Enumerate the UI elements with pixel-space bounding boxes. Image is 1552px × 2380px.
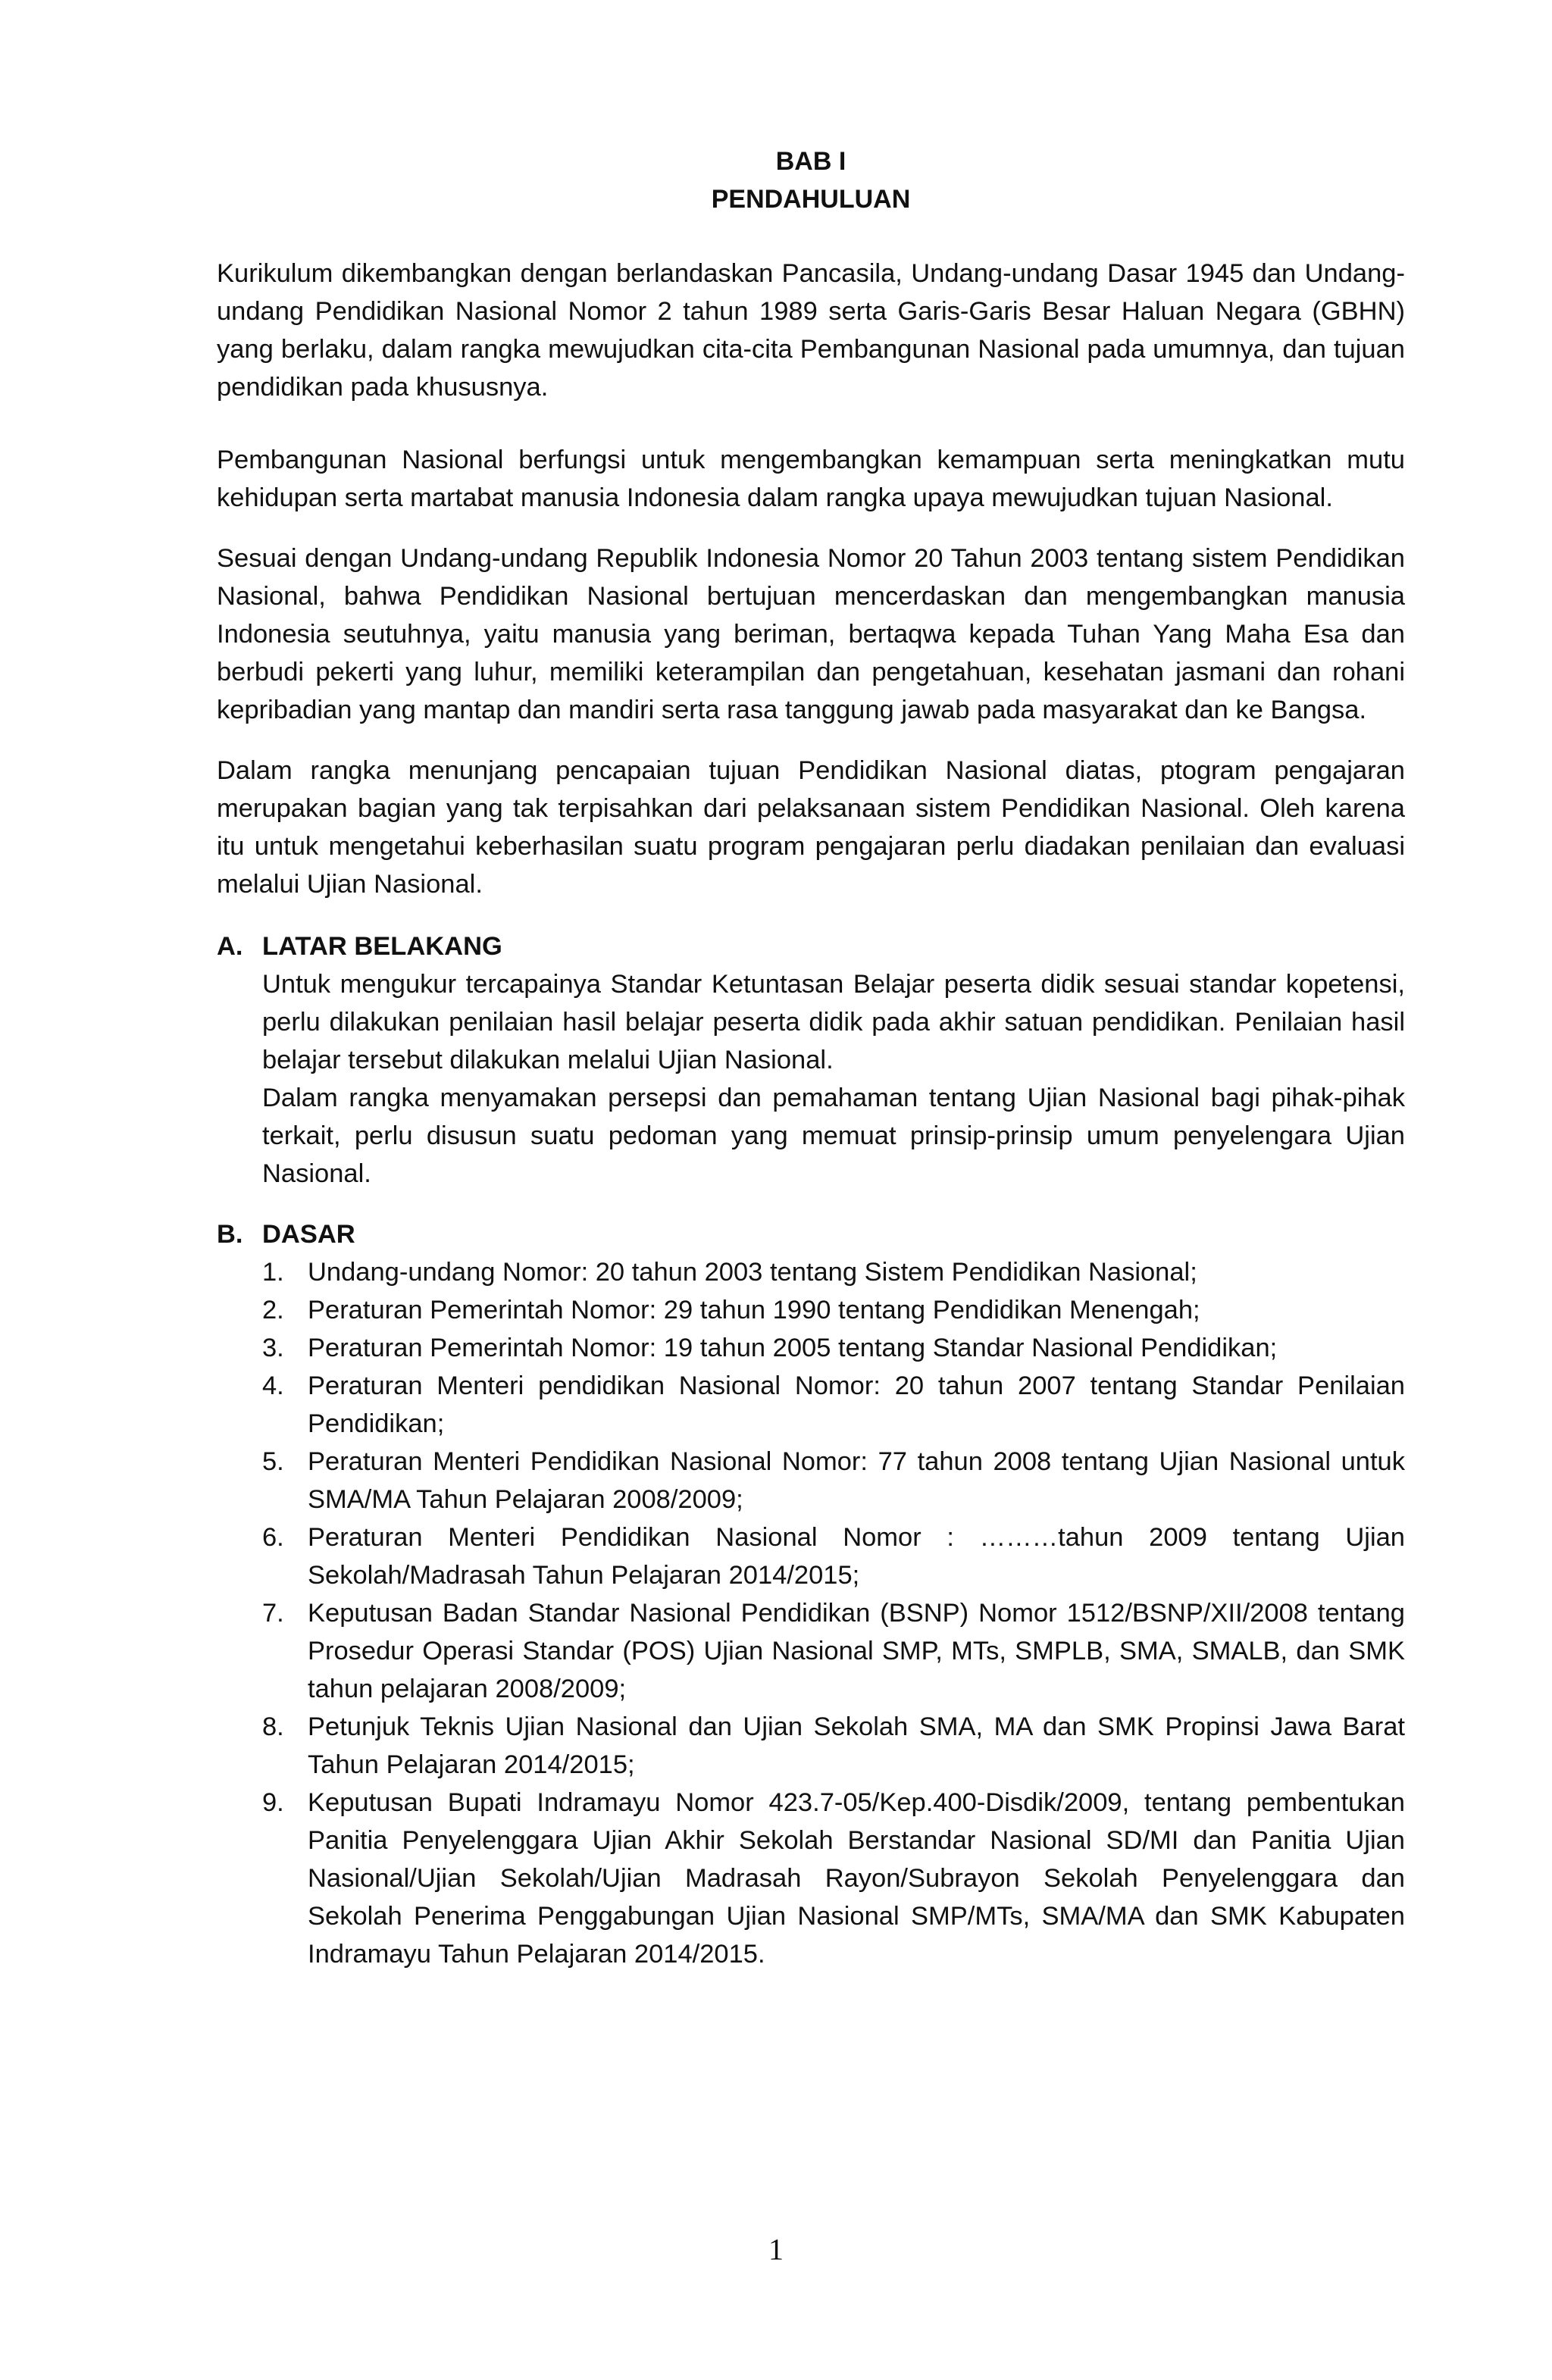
list-item-text: Keputusan Badan Standar Nasional Pendidikan (BSNP) Nomor 1512/BSNP/XII/2008 tentang Prosedur Operasi Standar (POS) Ujian Nasional SMP, MTs, SMPLB, SMA, SMALB, dan SMK tahun pelajaran 2008/2009; — [308, 1599, 1405, 1703]
section-heading — [217, 1215, 1405, 1253]
list-item — [262, 1594, 1405, 1708]
list-item-text: Peraturan Pemerintah Nomor: 29 tahun 1990 tentang Pendidikan Menengah; — [308, 1296, 1200, 1324]
document-page — [217, 142, 1405, 1973]
chapter-title: PENDAHULUAN — [711, 185, 911, 214]
list-item-number: 1. — [262, 1258, 284, 1287]
list-item-number: 9. — [262, 1788, 284, 1817]
list-item-number: 3. — [262, 1334, 284, 1362]
section-body — [262, 965, 1405, 1193]
intro-paragraph-3: Sesuai dengan Undang-undang Republik Indonesia Nomor 20 Tahun 2003 tentang sistem Pendidikan Nasional, bahwa Pendidikan Nasional bertujuan mencerdaskan dan mengembangkan manusia Indonesia seutuhnya, yaitu manusia yang beriman, bertaqwa kepada Tuhan Yang Maha Esa dan berbudi pekerti yang luhur, memiliki keterampilan dan pengetahuan, kesehatan jasmani dan rohani kepribadian yang mantap dan mandiri serta rasa tanggung jawab pada masyarakat dan ke Bangsa. — [217, 544, 1405, 724]
section-paragraph: Untuk mengukur tercapainya Standar Ketuntasan Belajar peserta didik sesuai standar kopetensi, perlu dilakukan penilaian hasil belajar peserta didik pada akhir satuan pendidikan. Penilaian hasil belajar tersebut dilakukan melalui Ujian Nasional. — [262, 970, 1405, 1074]
list-item — [262, 1443, 1405, 1518]
legal-basis-list — [262, 1253, 1405, 1973]
list-item-text: Peraturan Menteri Pendidikan Nasional Nomor : ………tahun 2009 tentang Ujian Sekolah/Madrasah Tahun Pelajaran 2014/2015; — [308, 1523, 1405, 1590]
list-item — [262, 1518, 1405, 1594]
chapter-header — [217, 142, 1405, 218]
list-item — [262, 1253, 1405, 1291]
list-item — [262, 1708, 1405, 1784]
intro-paragraph-4: Dalam rangka menunjang pencapaian tujuan Pendidikan Nasional diatas, ptogram pengajaran merupakan bagian yang tak terpisahkan dari pelaksanaan sistem Pendidikan Nasional. Oleh karena itu untuk mengetahui keberhasilan suatu program pengajaran perlu diadakan penilaian dan evaluasi melalui Ujian Nasional. — [217, 756, 1405, 899]
list-item — [262, 1291, 1405, 1329]
list-item-number: 5. — [262, 1447, 284, 1476]
section-paragraph: Dalam rangka menyamakan persepsi dan pemahaman tentang Ujian Nasional bagi pihak-pihak terkait, perlu disusun suatu pedoman yang memuat prinsip-prinsip umum penyelengara Ujian Nasional. — [262, 1084, 1405, 1188]
list-item-number: 4. — [262, 1371, 284, 1400]
section-title: LATAR BELAKANG — [262, 932, 502, 961]
section-letter: A. — [217, 932, 243, 961]
list-item — [262, 1784, 1405, 1973]
list-item-text: Peraturan Menteri Pendidikan Nasional Nomor: 77 tahun 2008 tentang Ujian Nasional untuk SMA/MA Tahun Pelajaran 2008/2009; — [308, 1447, 1405, 1514]
list-item-text: Peraturan Menteri pendidikan Nasional Nomor: 20 tahun 2007 tentang Standar Penilaian Pendidikan; — [308, 1371, 1405, 1438]
page-number: 1 — [768, 2232, 784, 2266]
list-item-text: Undang-undang Nomor: 20 tahun 2003 tentang Sistem Pendidikan Nasional; — [308, 1258, 1197, 1287]
intro-paragraph-1: Kurikulum dikembangkan dengan berlandaskan Pancasila, Undang-undang Dasar 1945 dan Undang-undang Pendidikan Nasional Nomor 2 tahun 1989 serta Garis-Garis Besar Haluan Negara (GBHN) yang berlaku, dalam rangka mewujudkan cita-cita Pembangunan Nasional pada umumnya, dan tujuan pendidikan pada khususnya. — [217, 259, 1405, 402]
chapter-label: BAB I — [775, 147, 846, 176]
intro-paragraph-2: Pembangunan Nasional berfungsi untuk mengembangkan kemampuan serta meningkatkan mutu kehidupan serta martabat manusia Indonesia dalam rangka upaya mewujudkan tujuan Nasional. — [217, 446, 1405, 512]
section-dasar — [217, 1215, 1405, 1973]
section-title: DASAR — [262, 1220, 355, 1249]
list-item-number: 6. — [262, 1523, 284, 1552]
list-item-number: 7. — [262, 1599, 284, 1628]
section-heading — [217, 927, 1405, 965]
list-item — [262, 1367, 1405, 1443]
list-item-number: 8. — [262, 1712, 284, 1741]
list-item-text: Peraturan Pemerintah Nomor: 19 tahun 2005 tentang Standar Nasional Pendidikan; — [308, 1334, 1278, 1362]
list-item-text: Keputusan Bupati Indramayu Nomor 423.7-05/Kep.400-Disdik/2009, tentang pembentukan Panitia Penyelenggara Ujian Akhir Sekolah Berstandar Nasional SD/MI dan Panitia Ujian Nasional/Ujian Sekolah/Ujian Madrasah Rayon/Subrayon Sekolah Penyelenggara dan Sekolah Penerima Penggabungan Ujian Nasional SMP/MTs, SMA/MA dan SMK Kabupaten Indramayu Tahun Pelajaran 2014/2015. — [308, 1788, 1405, 1969]
section-letter: B. — [217, 1220, 243, 1249]
list-item-text: Petunjuk Teknis Ujian Nasional dan Ujian Sekolah SMA, MA dan SMK Propinsi Jawa Barat Tahun Pelajaran 2014/2015; — [308, 1712, 1405, 1779]
list-item-number: 2. — [262, 1296, 284, 1324]
section-latar-belakang — [217, 927, 1405, 1193]
list-item — [262, 1329, 1405, 1367]
